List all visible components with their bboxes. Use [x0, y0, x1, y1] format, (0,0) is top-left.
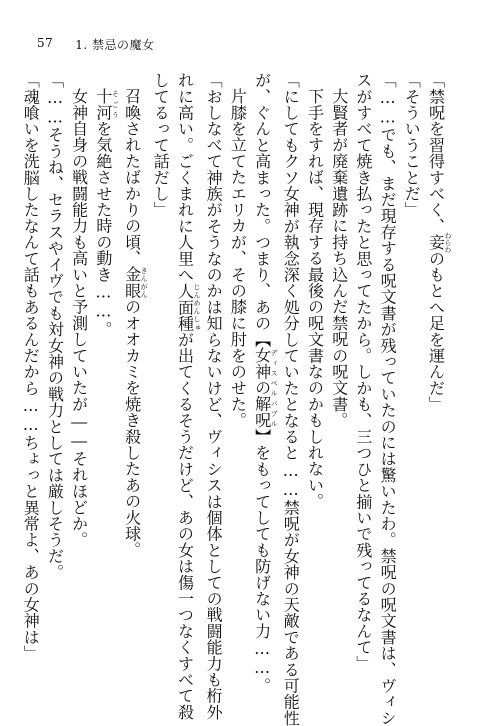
ruby-reading: じんめんしゅ [192, 282, 201, 332]
text-line [302, 72, 326, 672]
text-run: 女神自身の戦闘能力も高いと予測していたが――それほどか。 [69, 88, 89, 548]
ruby-annotation [252, 347, 279, 429]
text-run: 片膝を立てたエリカが、その膝に肘をのせた。 [228, 88, 248, 429]
text-run: 】をもってしても防げない力……。 [252, 428, 272, 694]
text-line [119, 72, 148, 672]
ruby-annotation [426, 231, 452, 253]
ruby-base: 十河 [93, 88, 113, 121]
body-text [18, 72, 452, 726]
ruby-base: 金眼 [122, 266, 142, 299]
text-line [249, 72, 279, 694]
text-line [399, 72, 423, 672]
text-run: してるって話だし」 [151, 72, 171, 218]
text-line [423, 72, 452, 672]
text-run: 召喚されたばかりの頃、 [122, 88, 142, 267]
text-run: のオオカミを焼き殺したあの火球。 [122, 298, 142, 558]
ruby-reading: わらわ [444, 231, 452, 253]
ruby-reading: きんがん [140, 266, 149, 299]
text-run: 「魂喰いを洗脳したなんて話もあるんだから……ちょっと異常よ、あの女神は」 [21, 72, 41, 662]
ruby-annotation [93, 88, 120, 121]
page-header [37, 36, 155, 53]
text-line [201, 72, 225, 720]
text-line [172, 72, 201, 721]
text-run: が出てくるそうだけど、あの女は傷一つなくすべて殺 [175, 331, 195, 721]
text-line [91, 72, 120, 672]
ruby-reading: そごう [111, 88, 120, 121]
text-run: 「……そうね、セラスやイヴでも対女神の戦力としては厳しそうだ。 [45, 72, 65, 581]
text-run: のもとへ足を運んだ」 [426, 250, 446, 413]
text-line [66, 72, 90, 672]
text-line [42, 72, 66, 672]
text-run: スがすべて焼き払ったと思ってたから。しかも、三つひと揃いで残ってるなんて」 [353, 72, 373, 672]
text-line [351, 72, 375, 672]
text-run: れに高い。ごくまれに人里へ [175, 72, 195, 283]
text-line [225, 72, 249, 672]
text-line [375, 72, 399, 726]
ruby-base: 人面種 [175, 282, 195, 332]
text-run: が、ぐんと高まった。つまり、あの【 [252, 72, 272, 348]
text-line [18, 72, 42, 672]
ruby-annotation [122, 266, 149, 299]
text-run: 「そういうことだ」 [402, 72, 422, 218]
text-run: を気絶させた時の動き……。 [93, 120, 113, 338]
ruby-annotation [175, 282, 201, 332]
text-line [326, 72, 350, 672]
text-line [148, 72, 172, 672]
page-number: 57 [37, 36, 54, 50]
ruby-base: 妾 [426, 231, 446, 253]
text-run: 「……でも、まだ現存する呪文書が残っていたのには驚いたわ。禁呪の呪文書は、ヴィシ [378, 72, 398, 726]
text-run: 「おしなべて神族がそうなのかは知らないけど、ヴィシスは個体としての戦闘能力も桁外 [204, 72, 224, 720]
chapter-title: 1. 禁忌の魔女 [75, 38, 155, 52]
text-run: 「にしてもクソ女神が執念深く処分していたとなると……禁呪が女神の天敵である可能性 [281, 72, 301, 726]
text-run: 「禁呪を習得すべく、 [426, 72, 446, 234]
text-run: 大賢者が廃棄遺跡に持ち込んだ禁呪の呪文書。 [329, 88, 349, 429]
ruby-reading: ディスペルバブル [270, 347, 279, 429]
text-line [278, 72, 302, 726]
ruby-base: 女神の解呪 [252, 347, 272, 429]
text-run: 下手をすれば、現存する最後の呪文書なのかもしれない。 [305, 88, 325, 510]
